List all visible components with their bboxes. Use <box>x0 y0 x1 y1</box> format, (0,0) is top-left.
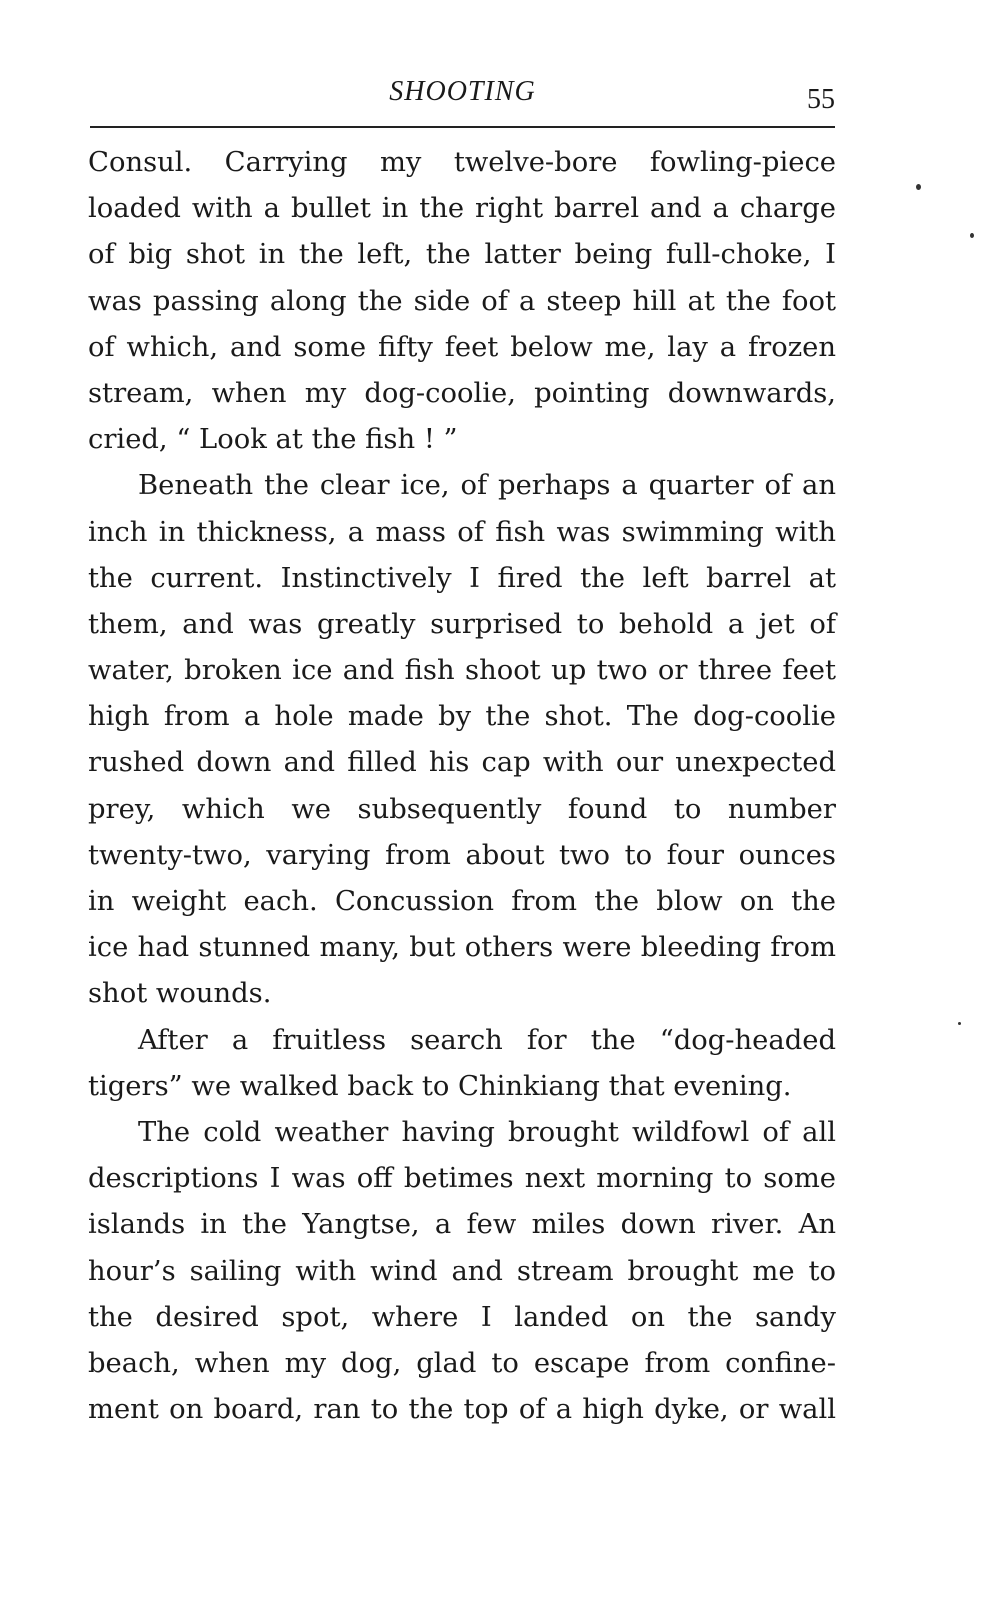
text-line: ice had stunned many, but others were bleeding from <box>88 932 836 964</box>
text-line: hour’s sailing with wind and stream brought me to <box>88 1255 836 1287</box>
text-line: islands in the Yangtse, a few miles down river. An <box>88 1209 836 1241</box>
text-line: stream, when my dog-coolie, pointing downwards, <box>88 377 836 409</box>
text-line: The cold weather having brought wildfowl of all <box>138 1116 836 1148</box>
text-line: rushed down and filled his cap with our unexpected <box>88 747 836 779</box>
text-line: Consul. Carrying my twelve-bore fowling-piece <box>88 147 836 178</box>
running-title: SHOOTING <box>389 76 536 107</box>
scan-speck <box>958 1022 961 1025</box>
text-line: the current. Instinctively I fired the left barrel at <box>88 562 836 594</box>
text-line: loaded with a bullet in the right barrel and a charge <box>88 193 836 225</box>
text-line: Beneath the clear ice, of perhaps a quarter of an <box>138 470 836 502</box>
body-text <box>88 140 836 1433</box>
text-line: high from a hole made by the shot. The dog-coolie <box>88 701 836 733</box>
text-line: shot wounds. <box>88 978 272 1010</box>
text-line: tigers” we walked back to Chinkiang that evening. <box>88 1070 792 1102</box>
text-line: of big shot in the left, the latter being full-choke, I <box>88 239 836 271</box>
text-line: twenty-two, varying from about two to four ounces <box>88 839 836 871</box>
header-rule <box>90 126 835 128</box>
scan-speck <box>916 184 921 190</box>
text-line: in weight each. Concussion from the blow on the <box>88 886 836 917</box>
text-line: the desired spot, where I landed on the sandy <box>88 1301 836 1333</box>
text-line: beach, when my dog, glad to escape from confine- <box>88 1347 836 1379</box>
text-line: them, and was greatly surprised to behold a jet of <box>88 608 836 640</box>
running-head <box>90 76 835 116</box>
text-line: ment on board, ran to the top of a high dyke, or wall <box>88 1394 836 1426</box>
text-line: prey, which we subsequently found to number <box>88 793 836 825</box>
text-line: was passing along the side of a steep hill at the foot <box>88 285 836 317</box>
text-line: descriptions I was off betimes next morning to some <box>88 1163 836 1195</box>
text-line: After a fruitless search for the “dog-headed <box>138 1024 836 1056</box>
text-line: water, broken ice and fish shoot up two or three feet <box>88 655 836 687</box>
scan-speck <box>970 233 974 238</box>
text-line: cried, “ Look at the fish ! ” <box>88 424 458 456</box>
text-line: inch in thickness, a mass of fish was swimming with <box>88 516 836 548</box>
text-line: of which, and some fifty feet below me, lay a frozen <box>88 331 836 363</box>
page-number: 55 <box>807 84 835 115</box>
